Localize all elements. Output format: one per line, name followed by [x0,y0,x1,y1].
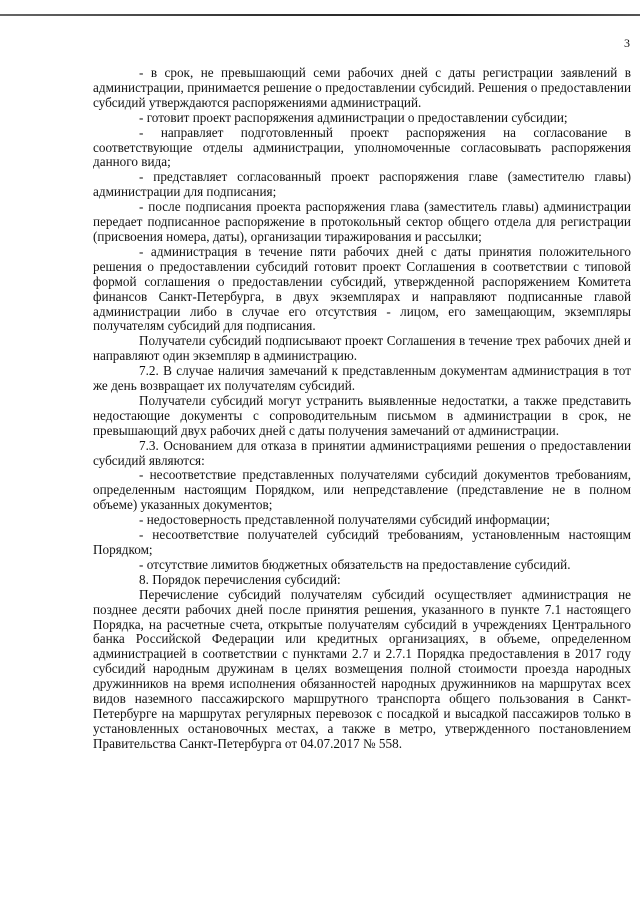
paragraph-agreement-draft: - администрация в течение пяти рабочих дней с даты принятия положительного решения о предоставлении субсидий готовит проект Соглашения в соответствии с типовой формой соглашения о предоставлении субсидий, утвержденной распоряжением Комитета финансов Санкт-Петербурга, в двух экземплярах и направляют подписанные главой администрации либо в случае его отсутствия - лицом, его замещающим, экземпляры получателям субсидий для подписания. [93,243,631,334]
paragraph-submit-head: - представляет согласованный проект распоряжения главе (заместителю главы) администрации для подписания; [93,169,631,200]
paragraph-refusal-limits: - отсутствие лимитов бюджетных обязательств на предоставление субсидий. [139,556,571,572]
paragraph-recipients-sign: Получатели субсидий подписывают проект Соглашения в течение трех рабочих дней и направляют один экземпляр в администрацию. [93,333,631,364]
page-number: 3 [624,36,630,50]
paragraph-refusal-documents: - несоответствие представленных получателями субсидий документов требованиям, определенным настоящим Порядком, или непредставление (представление не в полном объеме) указанных документов; [93,467,631,513]
paragraph-transfer: Перечисление субсидий получателям субсидий осуществляет администрация не позднее десяти рабочих дней после принятия решения, указанного в пункте 7.1 настоящего Порядка, на расчетные счета, открытые получателям субсидий в учреждениях Центрального банка Российской Федерации или кредитных организациях, в объеме, определенном администрацией в соответствии с пунктами 2.7 и 2.7.1 Порядка предоставления в 2017 году субсидий народным дружинам в целях возмещения полной стоимости проезда народных дружинников на время исполнения обязанностей народных дружинников на маршрутах всех видов наземного пассажирского маршрутного транспорта общего пользования в Санкт-Петербурге на маршрутах регулярных перевозок с посадкой и высадкой пассажиров только в установленных остановочных местах, а также в метро, утвержденного постановлением Правительства Санкт-Петербурга от 04.07.2017 № 558. [93,586,631,751]
top-rule [0,14,640,16]
paragraph-after-signing: - после подписания проекта распоряжения глава (заместитель главы) администрации передает подписанное распоряжение в протокольный сектор общего отдела для регистрации (присвоения номера, даты), организации тиражирования и рассылки; [93,199,631,244]
document-body [93,66,631,752]
paragraph-section-8: 8. Порядок перечисления субсидий: [139,571,341,587]
paragraph-send-approval: - направляет подготовленный проект распоряжения на согласование в соответствующие отделы администрации, уполномоченные согласовывать распоряжения данного вида; [93,124,631,170]
paragraph-fix-deficiencies: Получатели субсидий могут устранить выявленные недостатки, а также представить недостающие документы с сопроводительным письмом в администрации в срок, не превышающий двух рабочих дней с даты получения замечаний от администрации. [93,392,631,438]
paragraph-refusal-inaccuracy: - недостоверность представленной получателями субсидий информации; [139,512,551,528]
paragraph-7-2: 7.2. В случае наличия замечаний к представленным документам администрация в тот же день возвращает их получателям субсидий. [93,363,631,394]
paragraph-term-decision: - в срок, не превышающий семи рабочих дней с даты регистрации заявлений в администрации, принимается решение о предоставлении субсидий. Решения о предоставлении субсидий утверждаются распоряжениями администраций. [93,65,631,110]
paragraph-refusal-requirements: - несоответствие получателей субсидий требованиям, установленным настоящим Порядком; [93,527,631,557]
paragraph-7-3: 7.3. Основанием для отказа в принятии администрациями решения о предоставлении субсидий являются: [93,437,631,468]
paragraph-prepare-draft: - готовит проект распоряжения администрации о предоставлении субсидии; [139,109,568,125]
